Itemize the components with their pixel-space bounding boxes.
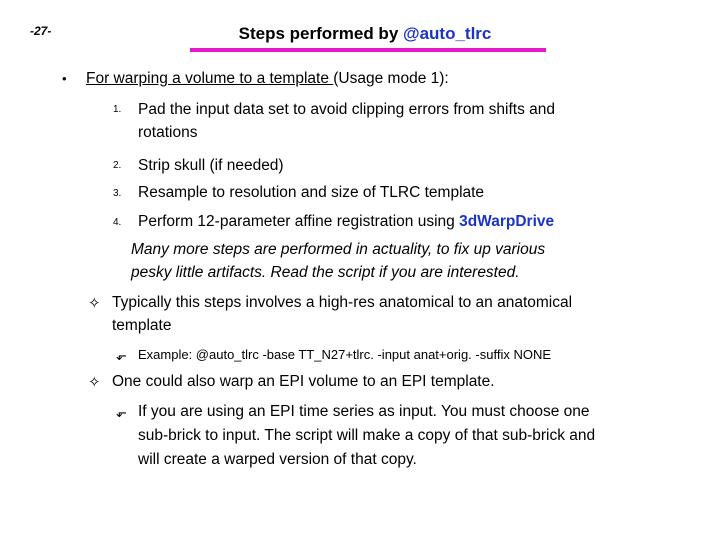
step-number: 1. [113, 104, 122, 115]
step-number: 4. [113, 217, 122, 228]
sub-bullet-text-continued: template [112, 317, 172, 334]
note-line: pesky little artifacts. Read the script if you are interested. [131, 264, 520, 281]
note-line: Many more steps are performed in actuality, to fix up various [131, 241, 546, 258]
arrow-bullet-icon: ⬐ [116, 348, 127, 363]
page-number: -27- [30, 24, 52, 38]
sub-item-text: If you are using an EPI time series as input. You must choose one [138, 403, 590, 420]
title-underline [190, 48, 546, 52]
title-command: @auto_tlrc [403, 24, 492, 43]
main-bullet-rest: (Usage mode 1): [333, 70, 449, 87]
diamond-bullet-icon: ✧ [88, 295, 101, 312]
step-text: Pad the input data set to avoid clipping errors from shifts and [138, 101, 556, 118]
step-text: Resample to resolution and size of TLRC template [138, 184, 485, 201]
sub-bullet-text: Typically this steps involves a high-res anatomical to an anatomical [112, 294, 573, 311]
title-prefix: Steps performed by [238, 24, 403, 43]
step-number: 2. [113, 160, 122, 171]
sub-item-text-continued: will create a warped version of that copy. [138, 451, 417, 468]
main-bullet-underlined: For warping a volume to a template [86, 70, 334, 87]
main-bullet-text [86, 68, 449, 90]
step-text-prefix: Perform 12-parameter affine registration using [138, 213, 460, 230]
diamond-bullet-icon: ✧ [88, 374, 101, 391]
arrow-bullet-icon: ⬐ [116, 405, 127, 420]
slide-title [190, 24, 540, 44]
step-text: Strip skull (if needed) [138, 157, 284, 174]
step-number: 3. [113, 188, 122, 199]
step-text-continued: rotations [138, 124, 198, 141]
example-command: Example: @auto_tlrc -base TT_N27+tlrc. -input anat+orig. -suffix NONE [138, 347, 552, 362]
sub-item-text-continued: sub-brick to input. The script will make a copy of that sub-brick and [138, 427, 596, 444]
bullet-marker: • [62, 71, 67, 86]
step-text [138, 211, 554, 233]
program-name: 3dWarpDrive [459, 213, 555, 230]
sub-bullet-text: One could also warp an EPI volume to an EPI template. [112, 373, 495, 390]
